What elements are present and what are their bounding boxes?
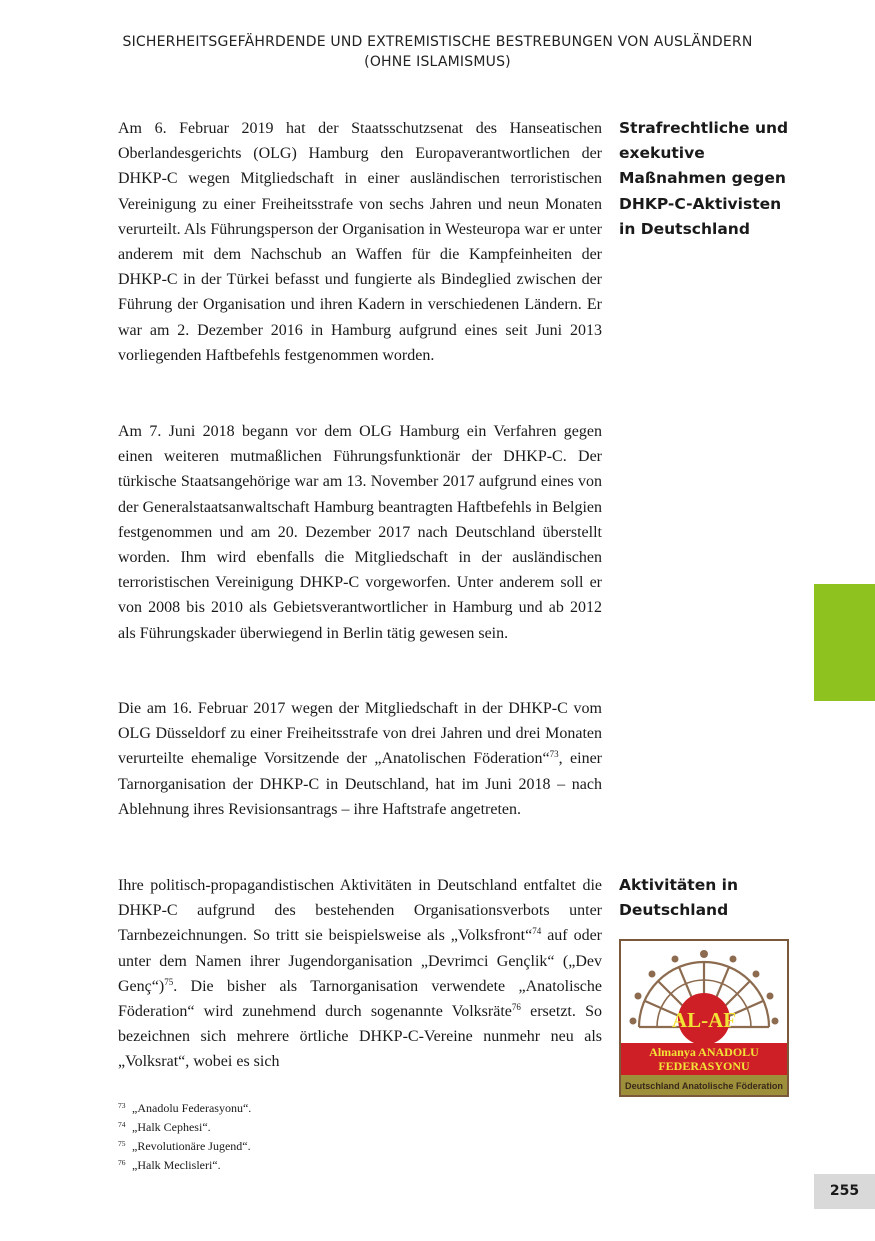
paragraph-4-part-2: auf oder unter dem Namen ihrer Jugendorganisation „Devrimci Gençlik“ („Dev Genç“)	[118, 927, 603, 995]
logo-strip-text: Deutschland Anatolische Föderation	[625, 1081, 783, 1091]
paragraph-3	[118, 696, 602, 822]
running-header-line-2: (OHNE ISLAMISMUS)	[364, 54, 511, 70]
footnote-74	[118, 1118, 518, 1137]
running-header	[0, 32, 875, 72]
logo-banner-line-2: FEDERASYONU	[658, 1059, 750, 1073]
footnote-75	[118, 1137, 518, 1156]
side-heading-measures: Strafrechtliche und exekutive Maßnahmen gegen DHKP-C-Aktivisten in Deutschland	[619, 119, 789, 238]
paragraph-4-text	[118, 873, 602, 1075]
footnote-ref-74[interactable]: 74	[532, 926, 542, 937]
footnote-ref-75[interactable]: 75	[164, 976, 174, 987]
logo-graphic	[621, 941, 787, 1095]
footnote-73	[118, 1099, 518, 1118]
footnote-text: „Anadolu Federasyonu“.	[132, 1101, 252, 1115]
chapter-tab	[814, 584, 875, 701]
footnote-number: 75	[118, 1139, 126, 1148]
footnotes	[118, 1099, 518, 1175]
paragraph-2	[118, 419, 602, 646]
paragraph-1	[118, 116, 602, 368]
footnote-ref-76[interactable]: 76	[511, 1002, 521, 1013]
paragraph-4-part-1: Ihre politisch-propagandistischen Aktivitäten in Deutschland entfaltet die DHKP-C aufgrund des bestehenden Organisationsverbots unter Tarnbezeichnungen. So tritt sie beispielsweise als „Volksfront“	[118, 877, 602, 945]
paragraph-4	[118, 873, 602, 1075]
side-heading-activities: Aktivitäten in Deutschland	[619, 876, 739, 920]
footnote-text: „Halk Meclisleri“.	[132, 1158, 221, 1172]
footnote-number: 73	[118, 1101, 126, 1110]
page-number: 255	[814, 1174, 875, 1209]
footnote-number: 76	[118, 1158, 126, 1167]
logo-emblem-text: AL-AF	[671, 1008, 737, 1032]
paragraph-2-text: Am 7. Juni 2018 begann vor dem OLG Hamburg ein Verfahren gegen einen weiteren mutmaßlichen Führungsfunktionär der DHKP-C. Der türkische Staatsangehörige war am 13. November 2017 aufgrund eines von der Generalstaatsanwaltschaft Hamburg beantragten Haftbefehls in Belgien festgenommen und am 20. Dezember 2017 nach Deutschland überstellt worden. Ihm wird ebenfalls die Mitgliedschaft in der ausländischen terroristischen Vereinigung DHKP-C vorgeworfen. Unter anderem soll er von 2008 bis 2010 als Gebietsverantwortlicher in Hamburg und ab 2012 als Führungskader überwiegend in Berlin tätig gewesen sein.	[118, 423, 602, 642]
footnote-text: „Halk Cephesi“.	[132, 1120, 211, 1134]
footnote-76	[118, 1156, 518, 1175]
footnote-number: 74	[118, 1120, 126, 1129]
running-header-line-1: SICHERHEITSGEFÄHRDENDE UND EXTREMISTISCHE BESTREBUNGEN VON AUSLÄNDERN	[122, 34, 753, 50]
paragraph-3-part-1: Die am 16. Februar 2017 wegen der Mitgliedschaft in der DHKP-C vom OLG Düsseldorf zu einer Freiheitsstrafe von drei Jahren und drei Monaten verurteilte ehemalige Vorsitzende der „Anatolischen Föderation“	[118, 700, 602, 768]
footnote-ref-73[interactable]: 73	[549, 749, 559, 760]
paragraph-3-text	[118, 696, 602, 822]
paragraph-4-part-4: ersetzt. So bezeichnen sich mehrere örtliche DHKP-C-Vereine nunmehr neu als „Volksrat“, wobei es sich	[118, 1003, 602, 1071]
logo-banner-line-1: Almanya ANADOLU	[649, 1045, 759, 1059]
paragraph-3-part-2: , einer Tarnorganisation der DHKP-C in Deutschland, hat im Juni 2018 – nach Ablehnung ihres Revisionsantrags – ihre Haftstrafe angetreten.	[118, 750, 602, 818]
footnote-text: „Revolutionäre Jugend“.	[132, 1139, 251, 1153]
paragraph-1-text: Am 6. Februar 2019 hat der Staatsschutzsenat des Hanseatischen Oberlandesgerichts (OLG) Hamburg den Europaverantwortlichen der DHKP-C wegen Mitgliedschaft in einer ausländischen terroristischen Vereinigung zu einer Freiheitsstrafe von sechs Jahren und neun Monaten verurteilt. Als Führungsperson der Organisation in Westeuropa war er unter anderem mit dem Nachschub an Waffen für die Kampfeinheiten der DHKP-C in der Türkei befasst und fungierte als Bindeglied zwischen der Führung der Organisation und ihren Kadern in verschiedenen Ländern. Er war am 2. Dezember 2016 in Hamburg aufgrund eines seit Juni 2013 vorliegenden Haftbefehls festgenommen worden.	[118, 120, 602, 364]
anatolische-foederation-logo	[619, 939, 789, 1097]
paragraph-4-part-3: . Die bisher als Tarnorganisation verwendete „Anatolische Föderation“ wird zunehmend durch sogenannte Volksräte	[118, 977, 602, 1021]
